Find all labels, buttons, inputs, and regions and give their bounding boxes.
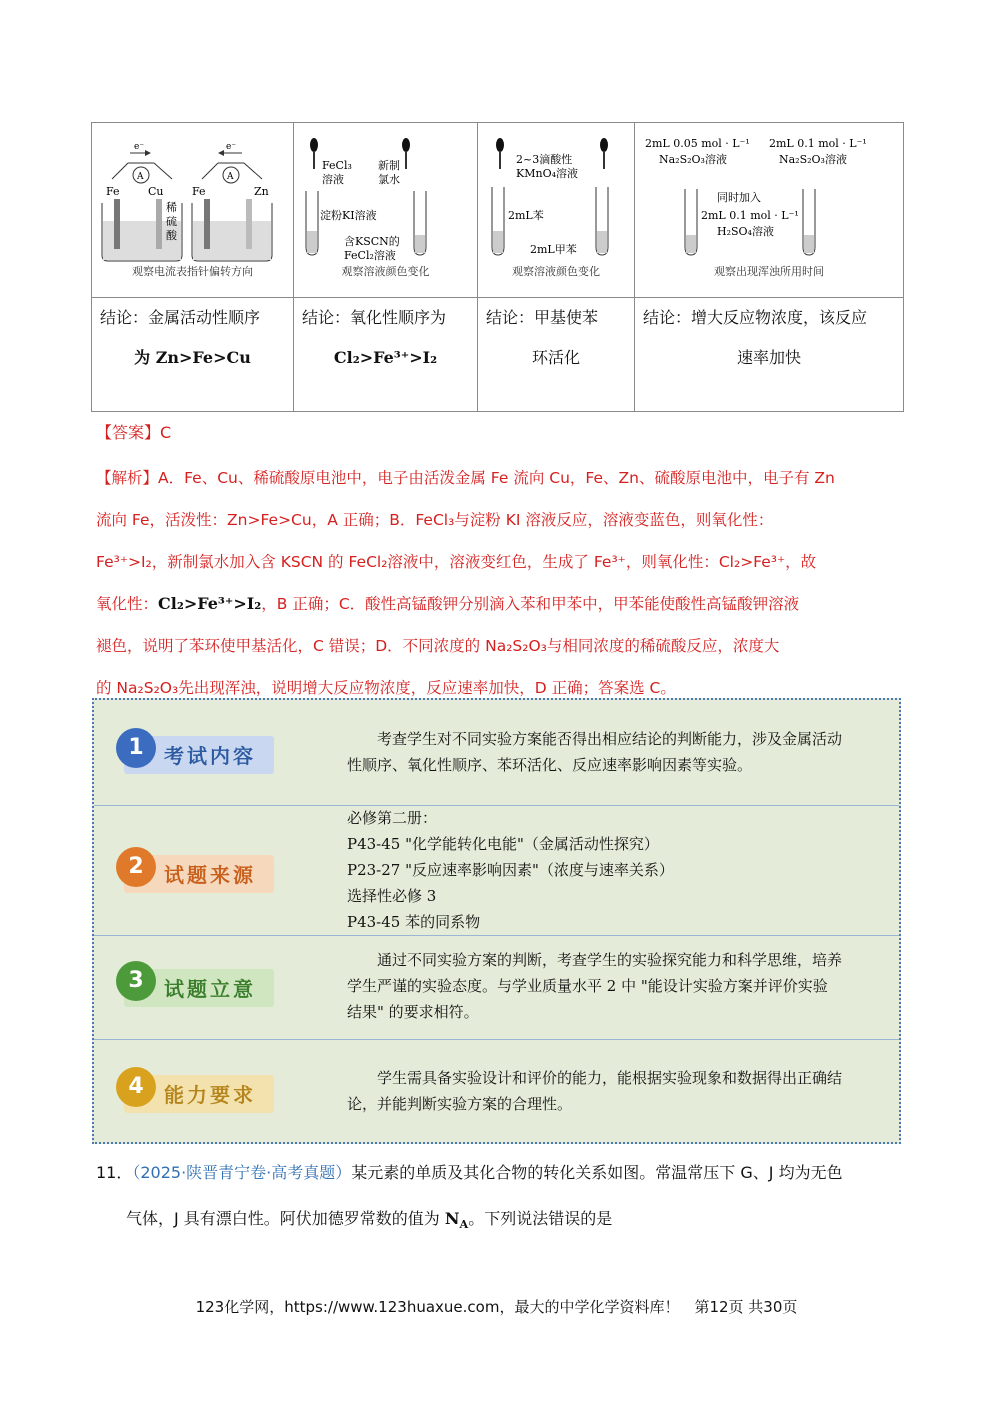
info-badge — [116, 847, 274, 893]
analysis-label: 【解析】 — [96, 469, 159, 487]
acid-label: 稀 — [166, 201, 177, 214]
electrode-label: Cu — [148, 185, 164, 198]
reagent-label: 2mL 0.1 mol · L⁻¹ — [701, 209, 799, 222]
reagent-label: KMnO₄溶液 — [516, 167, 578, 180]
conclusion-text: 结论：增大反应物浓度，该反应 — [643, 308, 868, 327]
reagent-label: FeCl₃ — [322, 159, 352, 172]
avogadro-na: N — [444, 1209, 460, 1228]
acid-label: 硫 — [166, 215, 177, 228]
conclusion-text: 速率加快 — [736, 348, 801, 367]
experiment-table — [91, 122, 904, 412]
figure-galvanic-cells — [92, 123, 294, 298]
reagent-label: 溶液 — [322, 173, 344, 186]
reagent-label: 2mL甲苯 — [530, 243, 577, 256]
badge-label: 试题来源 — [164, 863, 256, 887]
electrode-label: Zn — [254, 185, 269, 198]
info-line: 性顺序、氧化性顺序、苯环活化、反应速率影响因素等实验。 — [347, 756, 753, 774]
conclusion-text: Cl₂>Fe³⁺>I₂ — [333, 348, 438, 367]
electrode-label: Fe — [192, 185, 206, 198]
conclusion-cell — [478, 298, 635, 412]
svg-text:A: A — [137, 172, 144, 182]
analysis-block — [96, 457, 908, 709]
analysis-text: 氧化性： — [96, 595, 159, 613]
info-text — [347, 805, 895, 935]
badge-label: 试题立意 — [164, 977, 256, 1001]
info-line: 通过不同实验方案的判断，考查学生的实验探究能力和科学思维，培养 — [347, 951, 843, 969]
reagent-label: 同时加入 — [717, 191, 761, 204]
acid-label: 酸 — [166, 229, 177, 242]
analysis-text: Fe³⁺>I₂，新制氯水加入含 KSCN 的 FeCl₂溶液中，溶液变红色，生成了 Fe³⁺，则氧化性：Cl₂>Fe³⁺，故 — [96, 553, 817, 571]
figure-benzene-toluene — [478, 123, 635, 298]
analysis-text: ，B 正确；C．酸性高锰酸钾分别滴入苯和甲苯中，甲苯能使酸性高锰酸钾溶液 — [261, 595, 800, 613]
info-badge — [116, 961, 274, 1007]
reagent-label: 2mL苯 — [508, 209, 544, 222]
figure-caption: 观察出现浑浊所用时间 — [714, 265, 824, 278]
reagent-label: Na₂S₂O₃溶液 — [779, 153, 847, 166]
conclusion-cell — [92, 298, 294, 412]
info-line: P23-27 "反应速率影响因素"（浓度与速率关系） — [347, 861, 674, 879]
badge-label: 能力要求 — [164, 1083, 256, 1107]
info-text — [347, 1065, 895, 1117]
exam-info-box — [92, 698, 901, 1144]
figure-oxidation — [294, 123, 478, 298]
info-text — [347, 726, 895, 778]
reagent-label: 新制 — [378, 159, 400, 172]
info-text — [347, 947, 895, 1025]
question-source[interactable]: （2025·陕晋青宁卷·高考真题） — [132, 1163, 352, 1182]
reagent-label: Na₂S₂O₃溶液 — [659, 153, 727, 166]
badge-number: 4 — [116, 1067, 156, 1107]
info-line: 结果" 的要求相符。 — [347, 1003, 479, 1021]
question-text: 。下列说法错误的是 — [468, 1209, 613, 1228]
reagent-label: 2~3滴酸性 — [516, 153, 573, 166]
info-line: 论，并能判断实验方案的合理性。 — [347, 1095, 573, 1113]
conclusion-text: 为 Zn>Fe>Cu — [134, 348, 251, 367]
conclusion-text: 结论：金属活动性顺序 — [100, 308, 261, 327]
info-badge — [116, 1067, 274, 1113]
electron-label: e⁻ — [134, 142, 145, 152]
conclusion-text: 结论：氧化性顺序为 — [302, 308, 447, 327]
reagent-label: 氯水 — [378, 173, 400, 186]
info-row-exam-content — [94, 700, 899, 806]
info-line: 学生需具备实验设计和评价的能力，能根据实验现象和数据得出正确结 — [347, 1069, 843, 1087]
question-11 — [96, 1150, 908, 1247]
info-line: 选择性必修 3 — [347, 887, 437, 905]
reagent-label: 含KSCN的 — [344, 235, 400, 248]
reagent-label: 淀粉KI溶液 — [320, 209, 377, 222]
conclusion-cell — [294, 298, 478, 412]
badge-number: 2 — [116, 847, 156, 887]
badge-number: 3 — [116, 961, 156, 1001]
reagent-label: 2mL 0.05 mol · L⁻¹ — [645, 137, 750, 150]
reagent-label: H₂SO₄溶液 — [717, 225, 774, 238]
figure-caption: 观察溶液颜色变化 — [341, 265, 430, 278]
analysis-formula: Cl₂>Fe³⁺>I₂ — [158, 594, 262, 613]
info-row-ability — [94, 1039, 899, 1142]
info-badge — [116, 728, 274, 774]
question-text: 气体，J 具有漂白性。阿伏加德罗常数的值为 — [126, 1209, 445, 1228]
answer-value: C — [160, 423, 172, 442]
info-line: 必修第二册： — [347, 809, 438, 827]
avogadro-symbol — [444, 1209, 469, 1232]
info-line: P43-45 "化学能转化电能"（金属活动性探究） — [347, 835, 659, 853]
avogadro-sub: A — [459, 1217, 469, 1232]
analysis-text: 的 Na₂S₂O₃先出现浑浊，说明增大反应物浓度，反应速率加快，D 正确；答案选 C。 — [96, 679, 676, 697]
badge-label: 考试内容 — [164, 744, 256, 768]
conclusion-text: 环活化 — [531, 348, 580, 367]
page-footer: 123化学网，https://www.123huaxue.com，最大的中学化学资料库！ 第12页 共30页 — [195, 1298, 798, 1316]
figure-caption: 观察电流表指针偏转方向 — [132, 265, 253, 278]
info-line: 学生严谨的实验态度。与学业质量水平 2 中 "能设计实验方案并评价实验 — [347, 977, 828, 995]
svg-text:A: A — [227, 172, 234, 182]
analysis-text: 褪色，说明了苯环使甲基活化，C 错误；D．不同浓度的 Na₂S₂O₃与相同浓度的稀硫酸反应，浓度大 — [96, 637, 780, 655]
conclusion-cell — [635, 298, 904, 412]
info-row-source — [94, 805, 899, 936]
reagent-label: FeCl₂溶液 — [344, 249, 396, 262]
figure-caption: 观察溶液颜色变化 — [512, 265, 600, 278]
info-line: P43-45 苯的同系物 — [347, 913, 481, 931]
question-number: 11． — [96, 1163, 133, 1182]
figure-thiosulfate — [635, 123, 904, 298]
info-row-intent — [94, 935, 899, 1040]
analysis-text: 流向 Fe，活泼性：Zn>Fe>Cu，A 正确；B．FeCl₃与淀粉 KI 溶液反应，溶液变蓝色，则氧化性： — [96, 511, 774, 529]
electron-label: e⁻ — [226, 142, 237, 152]
info-line: 考查学生对不同实验方案能否得出相应结论的判断能力，涉及金属活动 — [347, 730, 843, 748]
reagent-label: 2mL 0.1 mol · L⁻¹ — [769, 137, 867, 150]
conclusion-text: 结论：甲基使苯 — [486, 308, 599, 327]
badge-number: 1 — [116, 728, 156, 768]
answer-line — [96, 420, 171, 443]
answer-label: 【答案】 — [96, 423, 161, 442]
electrode-label: Fe — [106, 185, 120, 198]
question-text: 某元素的单质及其化合物的转化关系如图。常温常压下 G、J 均为无色 — [351, 1163, 843, 1182]
analysis-text: A．Fe、Cu、稀硫酸原电池中，电子由活泼金属 Fe 流向 Cu，Fe、Zn、硫酸原电池中，电子有 Zn — [158, 469, 835, 487]
